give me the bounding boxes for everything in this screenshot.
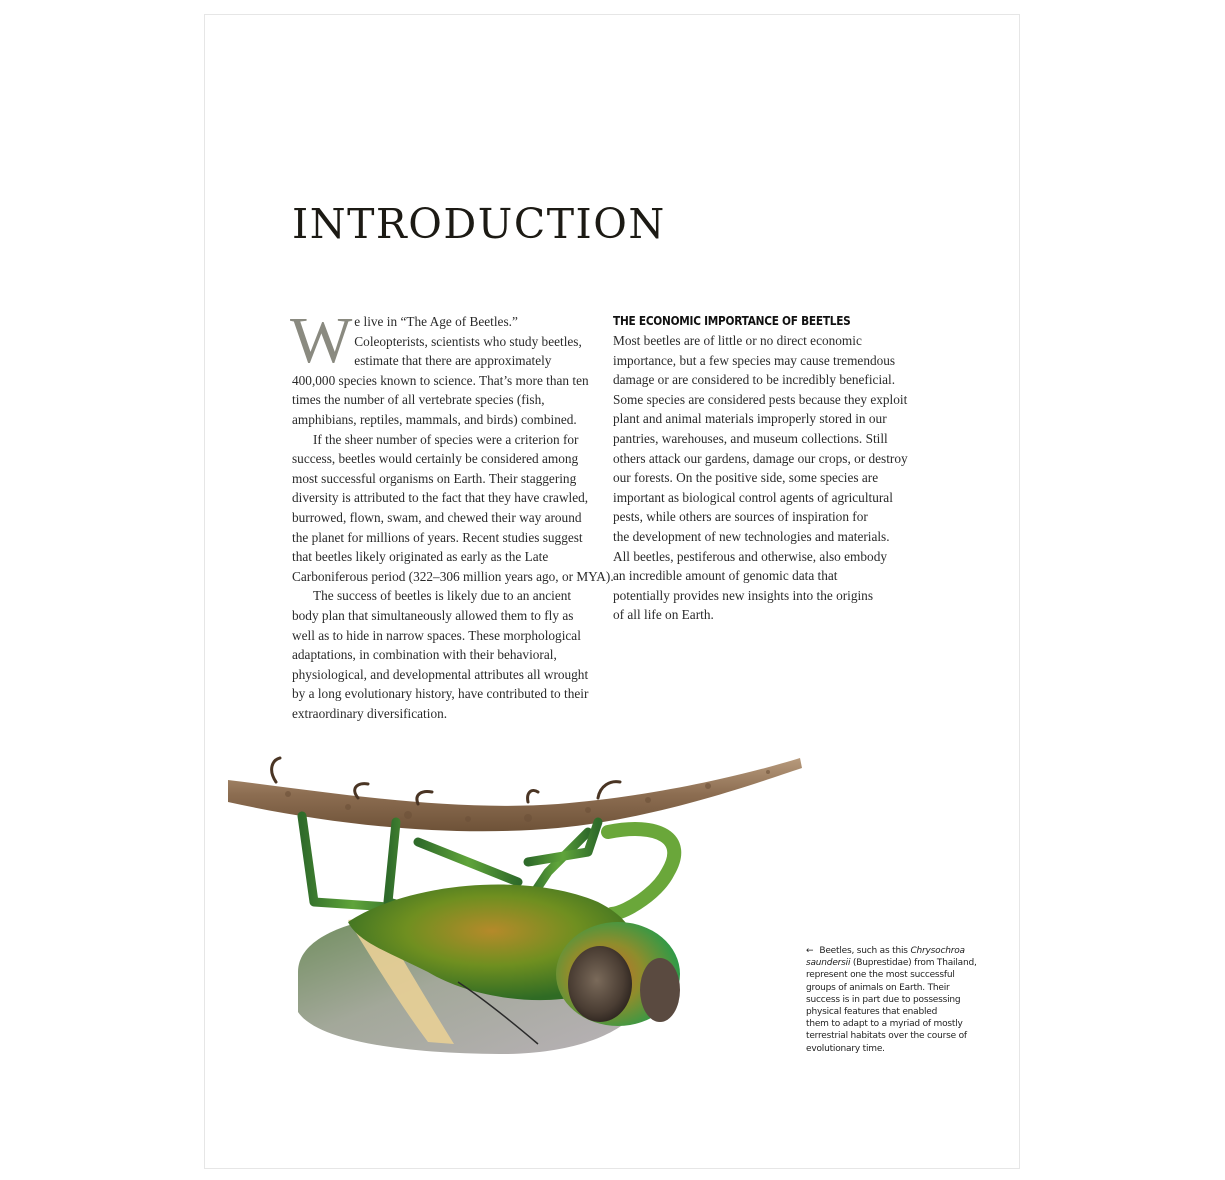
text-line: well as to hide in narrow spaces. These morphological xyxy=(292,627,581,643)
text-line: pantries, warehouses, and museum collections. Still xyxy=(613,430,888,446)
text-line: adaptations, in combination with their behavioral, xyxy=(292,647,557,663)
text-line: 400,000 species known to science. That’s more than ten xyxy=(292,372,589,388)
text-line: by a long evolutionary history, have contributed to their xyxy=(292,686,589,702)
text-line: If the sheer number of species were a criterion for xyxy=(313,431,579,447)
caption-line: physical features that enabled xyxy=(806,1007,938,1018)
intro-paragraph-2 xyxy=(292,430,614,587)
text-line: that beetles likely originated as early as the Late xyxy=(292,549,549,565)
section-heading: THE ECONOMIC IMPORTANCE OF BEETLES xyxy=(613,314,851,328)
text-line: success, beetles would certainly be considered among xyxy=(292,451,579,467)
intro-paragraph-3 xyxy=(292,586,597,723)
caption-line xyxy=(806,945,986,957)
text-line: importance, but a few species may cause tremendous xyxy=(613,352,896,368)
beetle-illustration xyxy=(228,752,808,1062)
text-line: times the number of all vertebrate species (fish, xyxy=(292,392,545,408)
text-line: the planet for millions of years. Recent studies suggest xyxy=(292,529,583,545)
text-line: The success of beetles is likely due to an ancient xyxy=(313,588,572,604)
text-line: damage or are considered to be incredibly beneficial. xyxy=(613,372,896,388)
text-line: body plan that simultaneously allowed them to fly as xyxy=(292,607,574,623)
text-line: potentially provides new insights into the origins xyxy=(613,587,874,603)
intro-paragraph-1 xyxy=(290,304,597,430)
text-line: pests, while others are sources of inspiration for xyxy=(613,509,868,525)
page-title: INTRODUCTION xyxy=(292,200,666,248)
caption-line: success is in part due to possessing xyxy=(806,994,961,1005)
caption-line: evolutionary time. xyxy=(806,1043,885,1054)
caption-line: them to adapt to a myriad of mostly xyxy=(806,1019,963,1030)
text-line: plant and animal materials improperly stored in our xyxy=(613,411,887,427)
text-line: burrowed, flown, swam, and chewed their way around xyxy=(292,509,582,525)
caption-text: Beetles, such as this xyxy=(819,946,911,956)
species-epithet: saundersii xyxy=(806,958,851,969)
caption-line xyxy=(806,957,986,969)
text-line: most successful organisms on Earth. Their staggering xyxy=(292,470,577,486)
text-line: amphibians, reptiles, mammals, and birds) combined. xyxy=(292,411,577,427)
text-line: Some species are considered pests because they exploit xyxy=(613,391,908,407)
text-line: All beetles, pestiferous and otherwise, also embody xyxy=(613,548,887,564)
drop-cap: W xyxy=(290,304,353,377)
text-line: physiological, and developmental attributes all wrought xyxy=(292,666,589,682)
caption-line: terrestrial habitats over the course of xyxy=(806,1031,967,1042)
arrow-left-icon: ← xyxy=(806,946,814,956)
text-line: others attack our gardens, damage our crops, or destroy xyxy=(613,450,908,466)
beetle-photo xyxy=(228,752,808,1062)
text-line: Carboniferous period (322–306 million years ago, or MYA). xyxy=(292,568,614,584)
caption-text: (Buprestidae) from Thailand, xyxy=(850,958,977,969)
text-line: extraordinary diversification. xyxy=(292,705,448,721)
economic-paragraph xyxy=(613,331,918,625)
text-line: of all life on Earth. xyxy=(613,607,714,623)
text-line: the development of new technologies and materials. xyxy=(613,528,890,544)
economic-importance-column xyxy=(613,312,918,625)
text-line: Coleopterists, scientists who study beetles, xyxy=(354,333,582,349)
text-line: an incredible amount of genomic data that xyxy=(613,568,838,584)
species-genus: Chrysochroa xyxy=(910,946,965,956)
figure-caption xyxy=(806,945,986,1055)
intro-column xyxy=(290,304,614,723)
caption-line: represent one the most successful xyxy=(806,970,955,981)
text-line: estimate that there are approximately xyxy=(354,353,552,369)
text-line: e live in “The Age of Beetles.” xyxy=(354,314,518,329)
text-line: Most beetles are of little or no direct economic xyxy=(613,333,862,348)
text-line: important as biological control agents of agricultural xyxy=(613,489,893,505)
text-line: our forests. On the positive side, some species are xyxy=(613,470,879,486)
caption-line: groups of animals on Earth. Their xyxy=(806,982,950,993)
text-line: diversity is attributed to the fact that they have crawled, xyxy=(292,490,589,506)
